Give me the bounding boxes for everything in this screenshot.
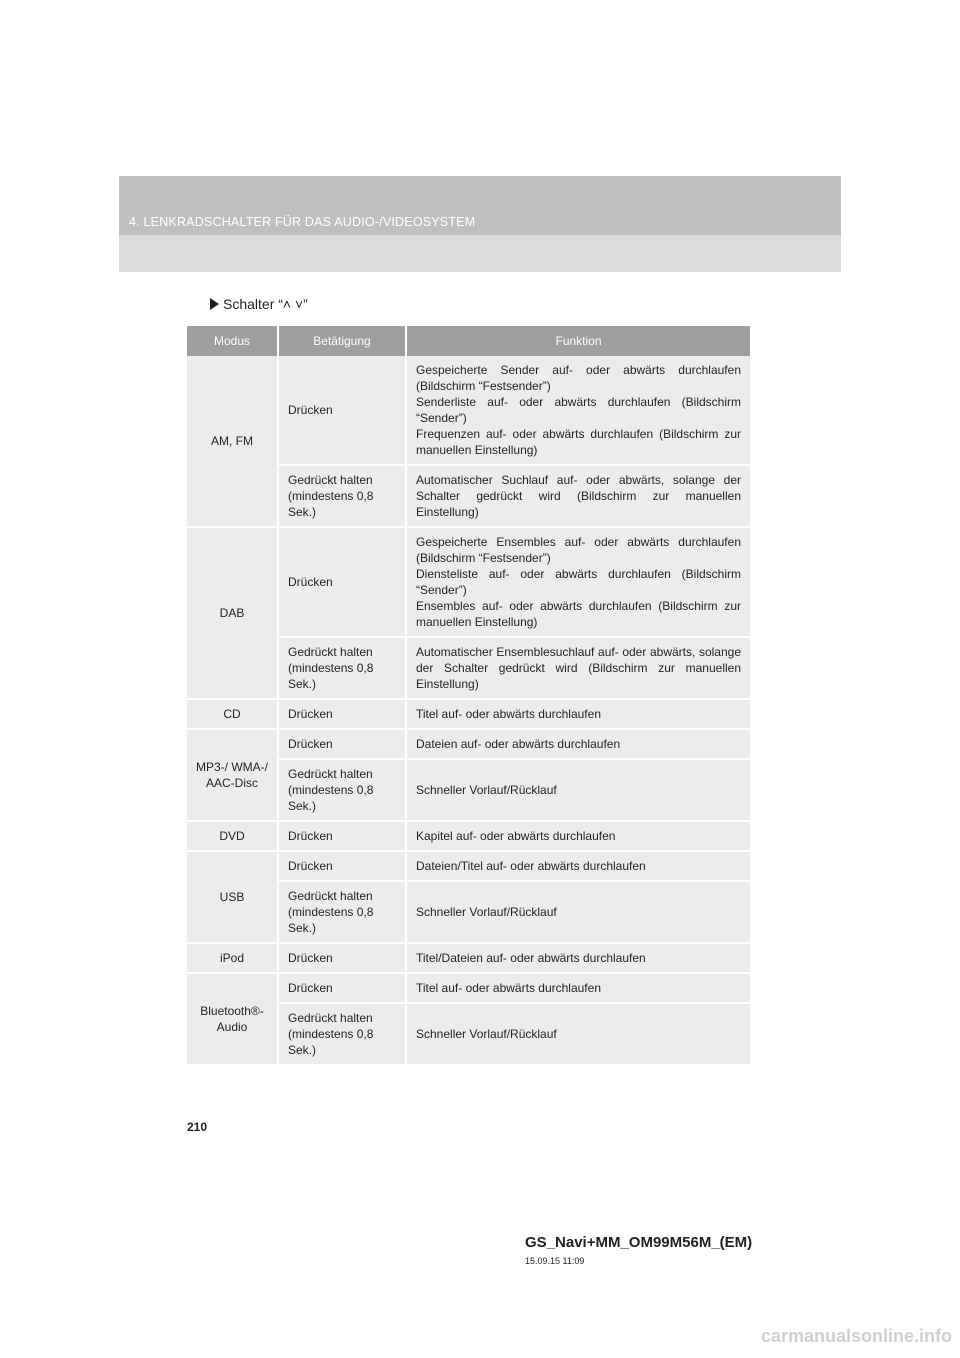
function-cell xyxy=(406,637,750,699)
action-cell: Drücken xyxy=(278,729,406,759)
switch-function-table xyxy=(187,326,750,1066)
action-cell: Drücken xyxy=(278,851,406,881)
function-cell xyxy=(406,759,750,821)
mode-cell: MP3-/ WMA-/ AAC-Disc xyxy=(187,729,278,821)
document-date: 15.09.15 11:09 xyxy=(525,1256,585,1266)
function-line: Titel auf- oder abwärts durchlaufen xyxy=(416,707,601,721)
mode-cell: DAB xyxy=(187,527,278,699)
table-row xyxy=(187,699,750,729)
function-line: Schneller Vorlauf/Rücklauf xyxy=(416,783,557,797)
column-header-betaetigung: Betätigung xyxy=(278,326,406,356)
document-code: GS_Navi+MM_OM99M56M_(EM) xyxy=(525,1234,753,1251)
mode-cell: DVD xyxy=(187,821,278,851)
table-row xyxy=(187,943,750,973)
table-row xyxy=(187,973,750,1003)
function-cell xyxy=(406,1003,750,1065)
table-header-row xyxy=(187,326,750,356)
subheading xyxy=(210,296,308,312)
mode-cell: Bluetooth®- Audio xyxy=(187,973,278,1065)
function-line: Kapitel auf- oder abwärts durchlaufen xyxy=(416,829,616,843)
action-cell: Drücken xyxy=(278,973,406,1003)
function-line: Senderliste auf- oder abwärts durchlaufen (Bildschirm “Sender”) xyxy=(416,395,741,425)
function-line: Ensembles auf- oder abwärts durchlaufen (Bildschirm zur manuellen Einstellung) xyxy=(416,599,741,629)
function-line: Automatischer Ensemblesuchlauf auf- oder abwärts, solange der Schalter gedrückt wird (Bildschirm zur manuellen Einstellung) xyxy=(416,645,741,691)
function-cell xyxy=(406,973,750,1003)
section-title: 4. LENKRADSCHALTER FÜR DAS AUDIO-/VIDEOSYSTEM xyxy=(129,215,476,229)
action-cell: Drücken xyxy=(278,699,406,729)
header-band xyxy=(119,176,841,272)
table-row xyxy=(187,821,750,851)
function-line: Gespeicherte Sender auf- oder abwärts durchlaufen (Bildschirm “Festsender”) xyxy=(416,363,741,393)
function-line: Gespeicherte Ensembles auf- oder abwärts durchlaufen (Bildschirm “Festsender”) xyxy=(416,535,741,565)
function-line: Schneller Vorlauf/Rücklauf xyxy=(416,905,557,919)
function-line: Dateien auf- oder abwärts durchlaufen xyxy=(416,737,621,751)
action-cell: Drücken xyxy=(278,821,406,851)
action-cell: Drücken xyxy=(278,943,406,973)
page-number: 210 xyxy=(187,1120,208,1134)
table-body xyxy=(187,356,750,1065)
triangle-bullet-icon xyxy=(210,298,219,310)
function-line: Schneller Vorlauf/Rücklauf xyxy=(416,1027,557,1041)
action-cell: Gedrückt halten (mindestens 0,8 Sek.) xyxy=(278,1003,406,1065)
action-cell: Drücken xyxy=(278,356,406,465)
function-line: Automatischer Suchlauf auf- oder abwärts, solange der Schalter gedrückt wird (Bildschirm zur manuellen Einstellung) xyxy=(416,473,741,519)
function-cell xyxy=(406,851,750,881)
function-cell xyxy=(406,943,750,973)
function-cell xyxy=(406,729,750,759)
function-cell xyxy=(406,527,750,637)
action-cell: Drücken xyxy=(278,527,406,637)
watermark: carmanualsonline.info xyxy=(760,1326,952,1346)
table-row xyxy=(187,851,750,881)
header-strip xyxy=(119,176,841,235)
mode-cell: CD xyxy=(187,699,278,729)
action-cell: Gedrückt halten (mindestens 0,8 Sek.) xyxy=(278,759,406,821)
function-line: Dateien/Titel auf- oder abwärts durchlaufen xyxy=(416,859,646,873)
action-cell: Gedrückt halten (mindestens 0,8 Sek.) xyxy=(278,465,406,527)
table-row xyxy=(187,527,750,637)
action-cell: Gedrückt halten (mindestens 0,8 Sek.) xyxy=(278,637,406,699)
table-row xyxy=(187,356,750,465)
function-cell xyxy=(406,699,750,729)
function-line: Diensteliste auf- oder abwärts durchlaufen (Bildschirm “Sender”) xyxy=(416,567,741,597)
function-line: Titel/Dateien auf- oder abwärts durchlaufen xyxy=(416,951,646,965)
function-cell xyxy=(406,465,750,527)
function-cell xyxy=(406,356,750,465)
function-line: Titel auf- oder abwärts durchlaufen xyxy=(416,981,601,995)
subheading-text: Schalter “˄ ˅” xyxy=(223,296,308,312)
mode-cell: AM, FM xyxy=(187,356,278,527)
action-cell: Gedrückt halten (mindestens 0,8 Sek.) xyxy=(278,881,406,943)
mode-cell: iPod xyxy=(187,943,278,973)
function-cell xyxy=(406,821,750,851)
mode-cell: USB xyxy=(187,851,278,943)
column-header-modus: Modus xyxy=(187,326,278,356)
function-cell xyxy=(406,881,750,943)
table-row xyxy=(187,729,750,759)
column-header-funktion: Funktion xyxy=(406,326,750,356)
function-line: Frequenzen auf- oder abwärts durchlaufen (Bildschirm zur manuellen Einstellung) xyxy=(416,427,741,457)
